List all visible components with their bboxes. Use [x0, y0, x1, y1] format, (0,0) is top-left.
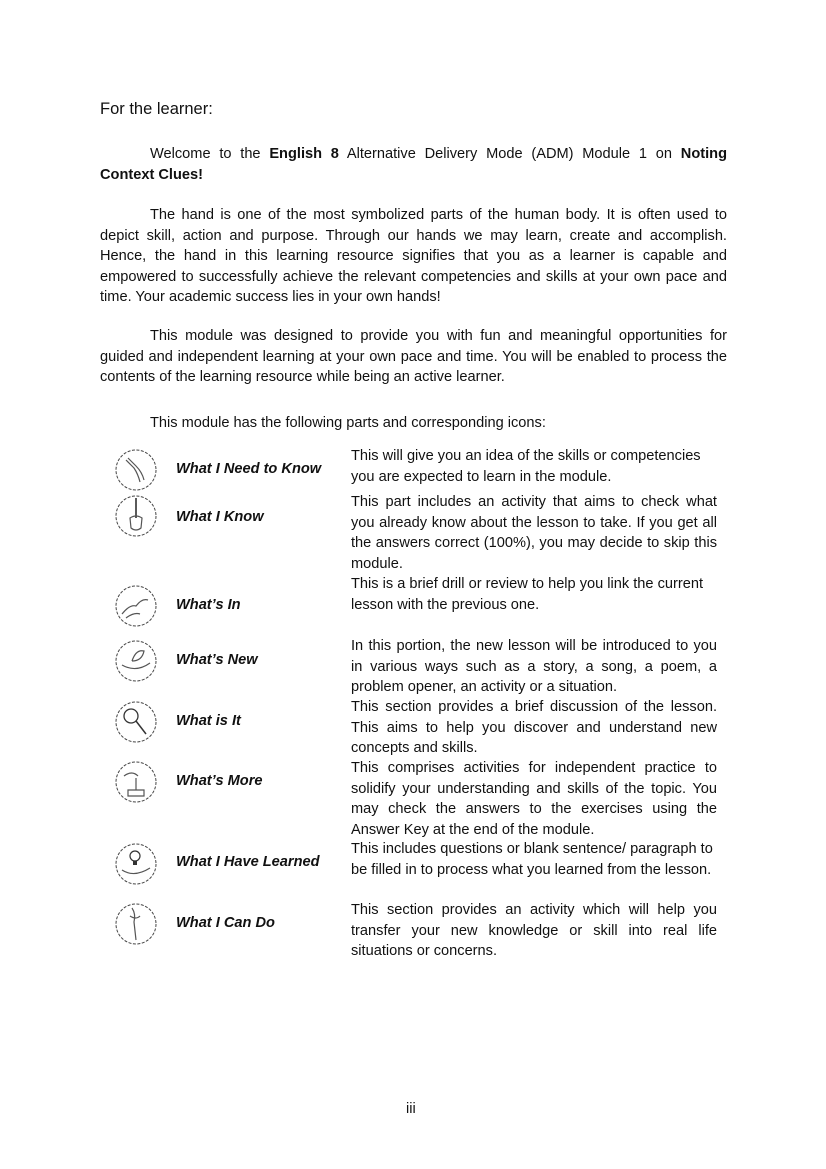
part-description: This section provides an activity which will help you transfer your new knowledge or skill into real life situations or concerns. — [351, 902, 717, 959]
paragraph-text: This module was designed to provide you with fun and meaningful opportunities for guided and independent learning at your own pace and time. You will be enabled to process the contents of the learning resource while being an active learner. — [100, 328, 727, 385]
part-description: In this portion, the new lesson will be introduced to you in various ways such as a story, a song, a poem, a problem opener, an activity or a situation. — [351, 638, 717, 695]
part-description: This includes questions or blank sentence/ paragraph to be filled in to process what you learned from the lesson. — [351, 841, 713, 878]
hand-link-icon — [114, 584, 158, 628]
hand-holding-lightbulb-icon — [114, 842, 158, 886]
part-label: What I Have Learned — [176, 854, 320, 870]
part-label: What’s In — [176, 597, 241, 613]
part-label: What’s More — [176, 773, 263, 789]
paragraph-text: This module has the following parts and corresponding icons: — [150, 415, 546, 431]
hand-holding-pencil-icon — [114, 494, 158, 538]
part-description: This part includes an activity that aims to check what you already know about the lesson to take. If you get all the answers correct (100%), you may decide to skip this module. — [351, 494, 717, 572]
module-topic: Noting Context Clues! — [100, 146, 727, 183]
hand-watering-plant-icon — [114, 760, 158, 804]
part-label: What I Can Do — [176, 915, 275, 931]
part-description: This is a brief drill or review to help you link the current lesson with the previous one. — [351, 576, 704, 613]
hand-symbol-paragraph — [100, 205, 727, 308]
part-description: This comprises activities for independent practice to solidify your understanding and skills of the topic. You may check the answers to the exercises using the Answer Key at the end of the module. — [351, 760, 717, 838]
subject-name: English 8 — [269, 146, 339, 162]
welcome-text-mid: Alternative Delivery Mode (ADM) Module 1 on — [338, 146, 681, 162]
magnifying-glass-icon — [114, 700, 158, 744]
welcome-paragraph — [100, 144, 727, 185]
part-label: What is It — [176, 713, 241, 729]
part-label: What I Need to Know — [176, 461, 322, 477]
part-label: What’s New — [176, 652, 258, 668]
page-heading: For the learner: — [100, 100, 213, 118]
welcome-text: Welcome to the — [150, 146, 270, 162]
pointing-hand-icon — [114, 448, 158, 492]
parts-intro-paragraph — [100, 413, 727, 434]
part-description: This section provides a brief discussion of the lesson. This aims to help you discover and understand new concepts and skills. — [351, 699, 717, 756]
hand-with-pen-icon — [114, 902, 158, 946]
paragraph-text: The hand is one of the most symbolized parts of the human body. It is often used to depict skill, action and purpose. Through our hands we may learn, create and accomplish. Hence, the hand in this learning resource signifies that you as a learner is capable and empowered to successfully achieve the relevant competencies and skills at your own pace and time. Your academic success lies in your own hands! — [100, 207, 727, 305]
module-design-paragraph — [100, 326, 727, 388]
part-label: What I Know — [176, 509, 264, 525]
page-number: iii — [406, 1101, 416, 1117]
part-description: This will give you an idea of the skills or competencies you are expected to learn in the module. — [351, 448, 701, 485]
hand-with-leaf-icon — [114, 639, 158, 683]
